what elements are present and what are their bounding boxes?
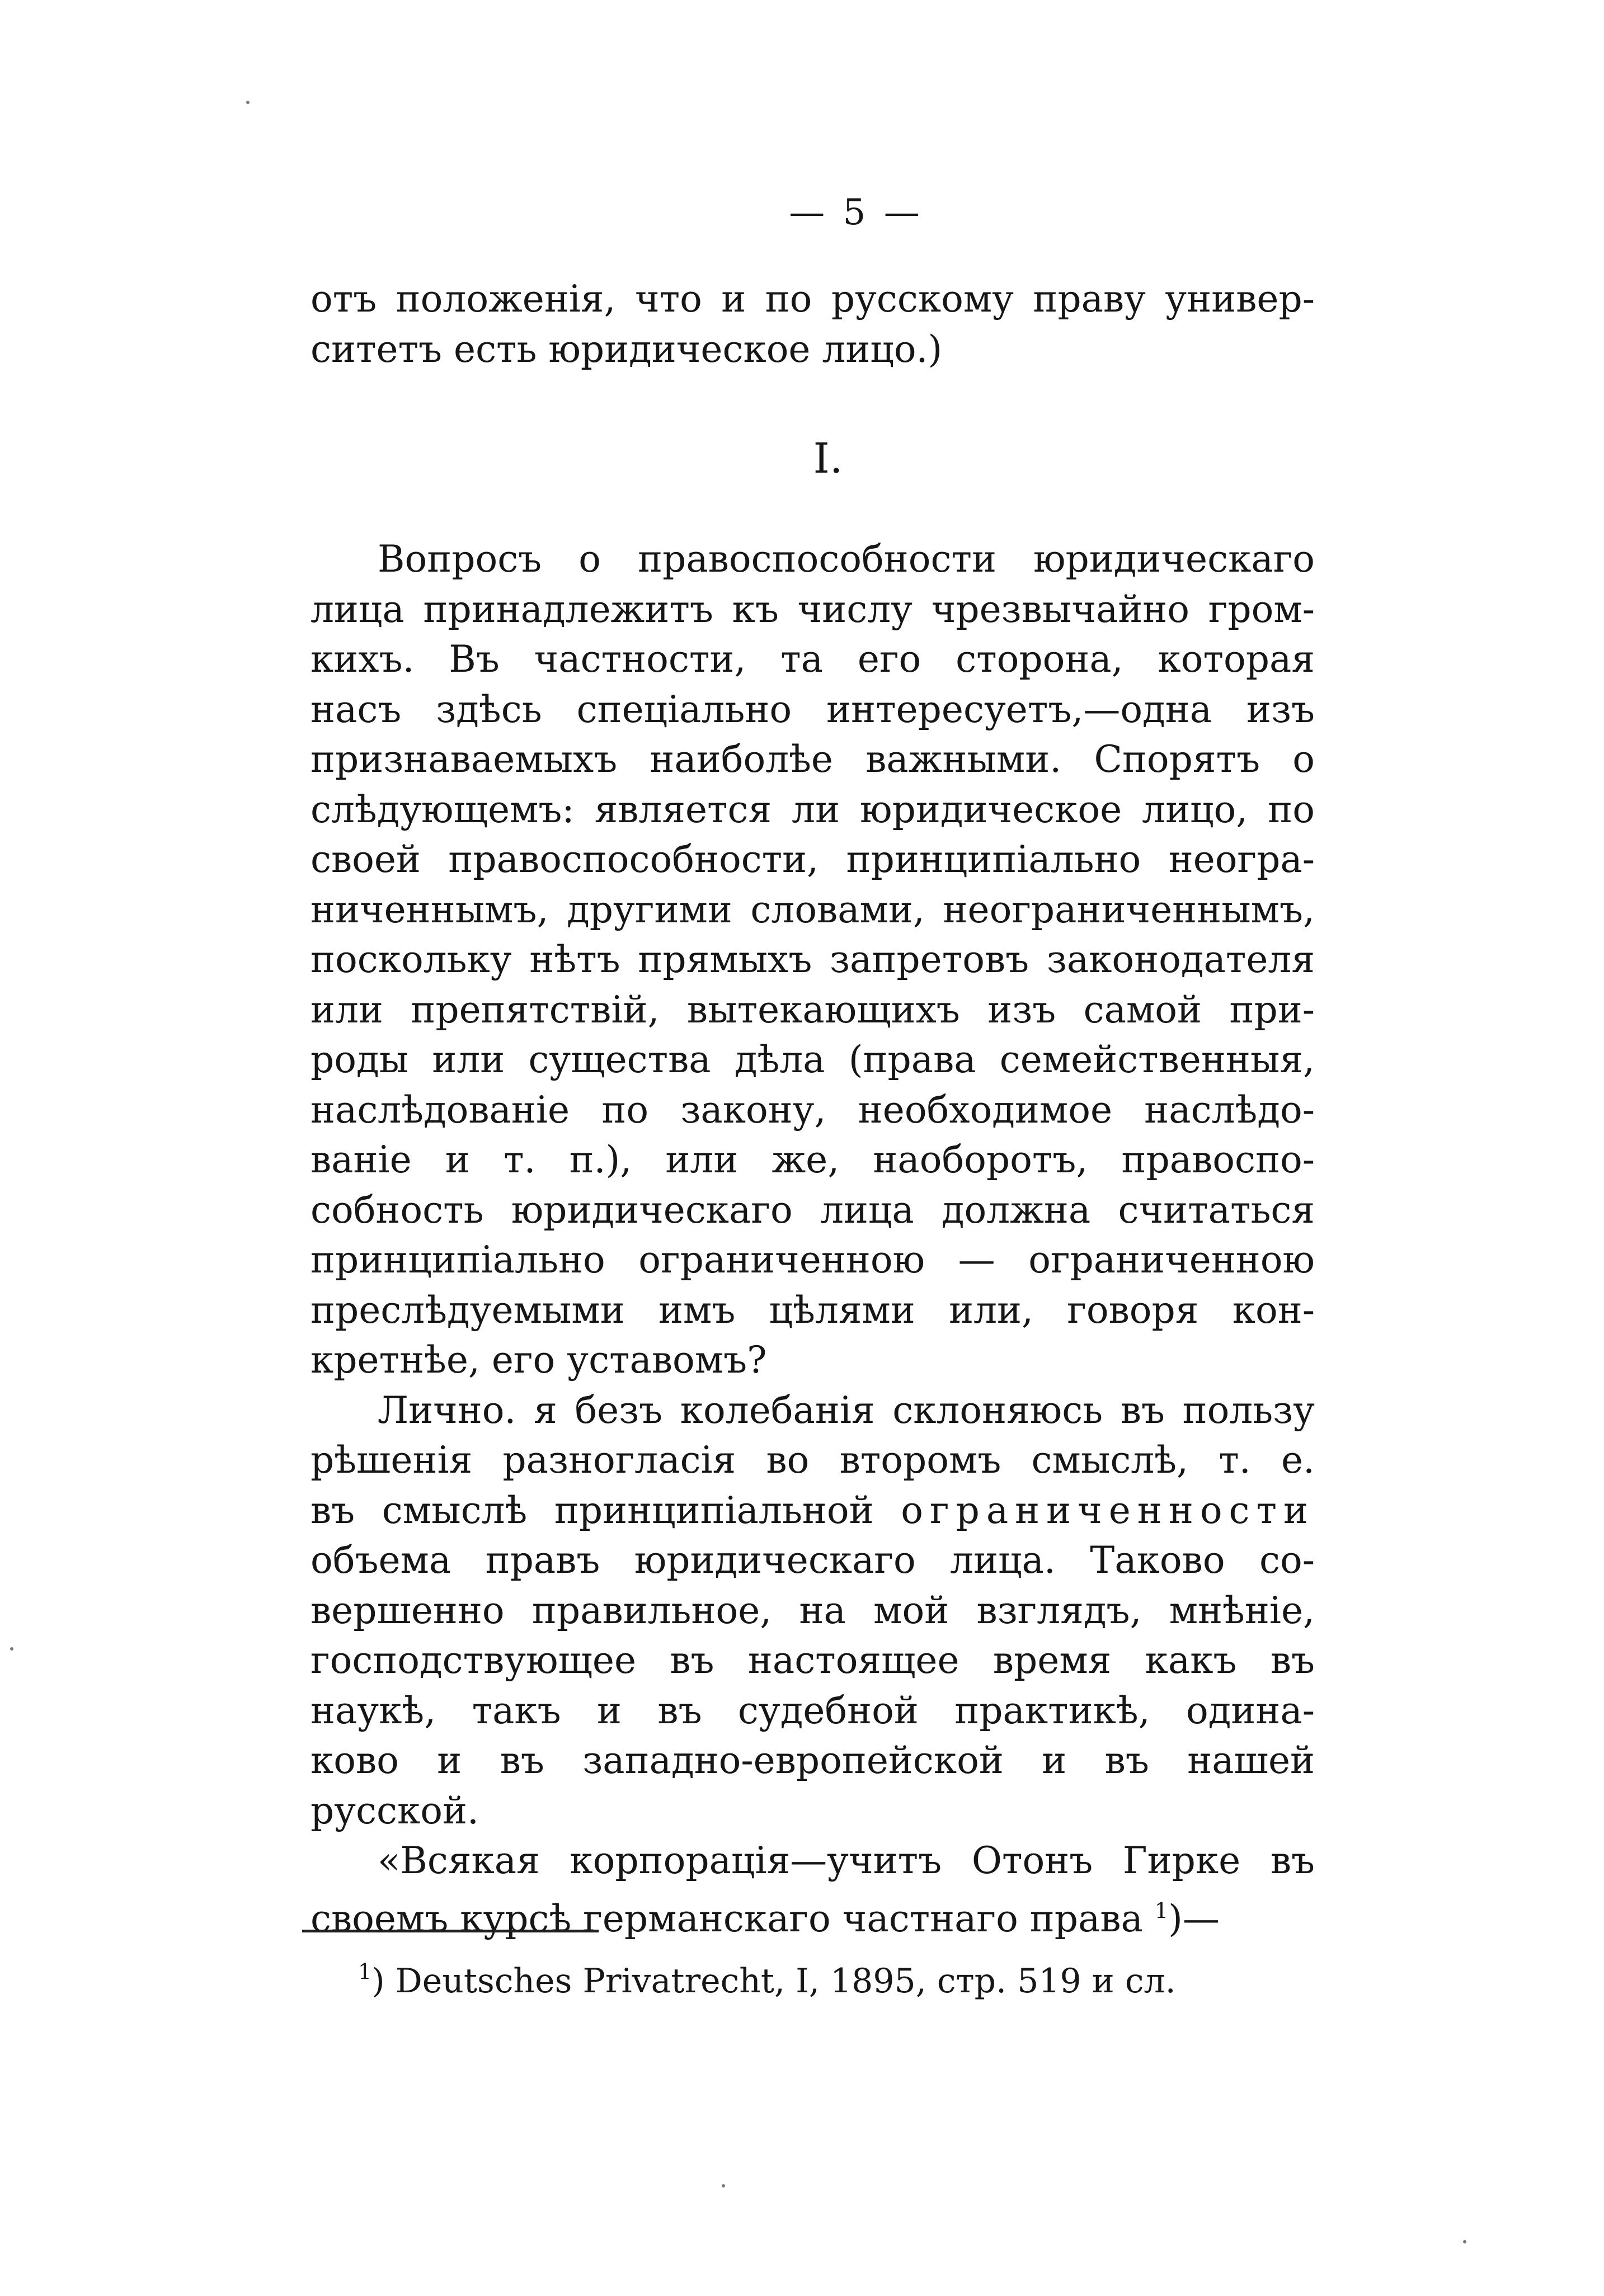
text-line: преслѣдуемыми имъ цѣлями или, говоря кон- bbox=[311, 1288, 1315, 1332]
footnote bbox=[358, 1946, 1309, 2006]
footnote-mark: 1 bbox=[358, 1959, 372, 1984]
text-line: или препятствій, вытекающихъ изъ самой при- bbox=[311, 988, 1315, 1031]
text-line: ситетъ есть юридическое лицо.) bbox=[311, 327, 943, 371]
scan-speck bbox=[10, 1647, 13, 1651]
scan-speck bbox=[1463, 2240, 1466, 2243]
section-heading: I. bbox=[813, 435, 843, 483]
intro-paragraph bbox=[311, 274, 1315, 374]
text-line bbox=[311, 1886, 1315, 1944]
paragraph-opinion bbox=[311, 1385, 1315, 1836]
scan-speck bbox=[246, 101, 250, 104]
text-line: роды или существа дѣла (права семейственныя, bbox=[311, 1038, 1315, 1081]
text-line: объема правъ юридическаго лица. Таково со- bbox=[311, 1539, 1315, 1582]
text-line bbox=[311, 1486, 1315, 1536]
text-line: наукѣ, такъ и въ судебной практикѣ, одина- bbox=[311, 1689, 1315, 1732]
text-line: ваніе и т. п.), или же, наоборотъ, правоспо- bbox=[311, 1138, 1315, 1181]
page-number: — 5 — bbox=[789, 192, 923, 233]
text-line: Вопросъ о правоспособности юридическаго bbox=[378, 538, 1315, 581]
text-line: вершенно правильное, на мой взглядъ, мнѣніе, bbox=[311, 1588, 1315, 1632]
paragraph-quote bbox=[311, 1836, 1315, 1944]
text-fragment: въ смыслѣ принципіальной bbox=[311, 1488, 874, 1532]
emphasized-word: ограниченности bbox=[901, 1488, 1315, 1532]
body-text bbox=[311, 534, 1315, 1944]
footnote-text: ) Deutsches Privatrecht, I, 1895, стр. 519 и сл. bbox=[371, 1962, 1176, 2001]
footnote-reference: 1 bbox=[1154, 1898, 1169, 1923]
text-line: слѣдующемъ: является ли юридическое лицо, по bbox=[311, 788, 1315, 831]
text-line: Лично. я безъ колебанія склоняюсь въ пользу bbox=[378, 1388, 1315, 1432]
text-line: поскольку нѣтъ прямыхъ запретовъ законодателя bbox=[311, 938, 1315, 981]
text-line: господствующее въ настоящее время какъ въ bbox=[311, 1639, 1315, 1682]
text-line: русской. bbox=[311, 1789, 479, 1832]
text-line: своей правоспособности, принципіально неогра- bbox=[311, 838, 1315, 881]
text-line: «Всякая корпорація—учитъ Отонъ Гирке въ bbox=[378, 1839, 1315, 1882]
text-line: кихъ. Въ частности, та его сторона, которая bbox=[311, 638, 1315, 681]
text-line: признаваемыхъ наиболѣе важными. Спорятъ о bbox=[311, 738, 1315, 781]
text-line: наслѣдованіе по закону, необходимое наслѣдо- bbox=[311, 1088, 1315, 1132]
text-line: принципіально ограниченною — ограниченною bbox=[311, 1238, 1315, 1281]
text-fragment: )— bbox=[1168, 1897, 1220, 1940]
text-line: лица принадлежитъ къ числу чрезвычайно гром- bbox=[311, 587, 1315, 631]
text-line: ниченнымъ, другими словами, неограниченнымъ, bbox=[311, 888, 1315, 931]
text-fragment: своемъ курсѣ германскаго частнаго права bbox=[311, 1897, 1143, 1940]
footnote-divider bbox=[302, 1930, 599, 1932]
text-line: насъ здѣсь спеціально интересуетъ,—одна изъ bbox=[311, 687, 1315, 731]
text-line: кретнѣе, его уставомъ? bbox=[311, 1338, 767, 1382]
text-line: рѣшенія разногласія во второмъ смыслѣ, т. е. bbox=[311, 1439, 1315, 1482]
text-line: собность юридическаго лица должна считаться bbox=[311, 1188, 1315, 1232]
paragraph-question bbox=[311, 534, 1315, 1385]
text-line: ково и въ западно-европейской и въ нашей bbox=[311, 1739, 1315, 1782]
text-line: отъ положенія, что и по русскому праву универ- bbox=[311, 277, 1315, 320]
scan-speck bbox=[722, 2184, 725, 2187]
